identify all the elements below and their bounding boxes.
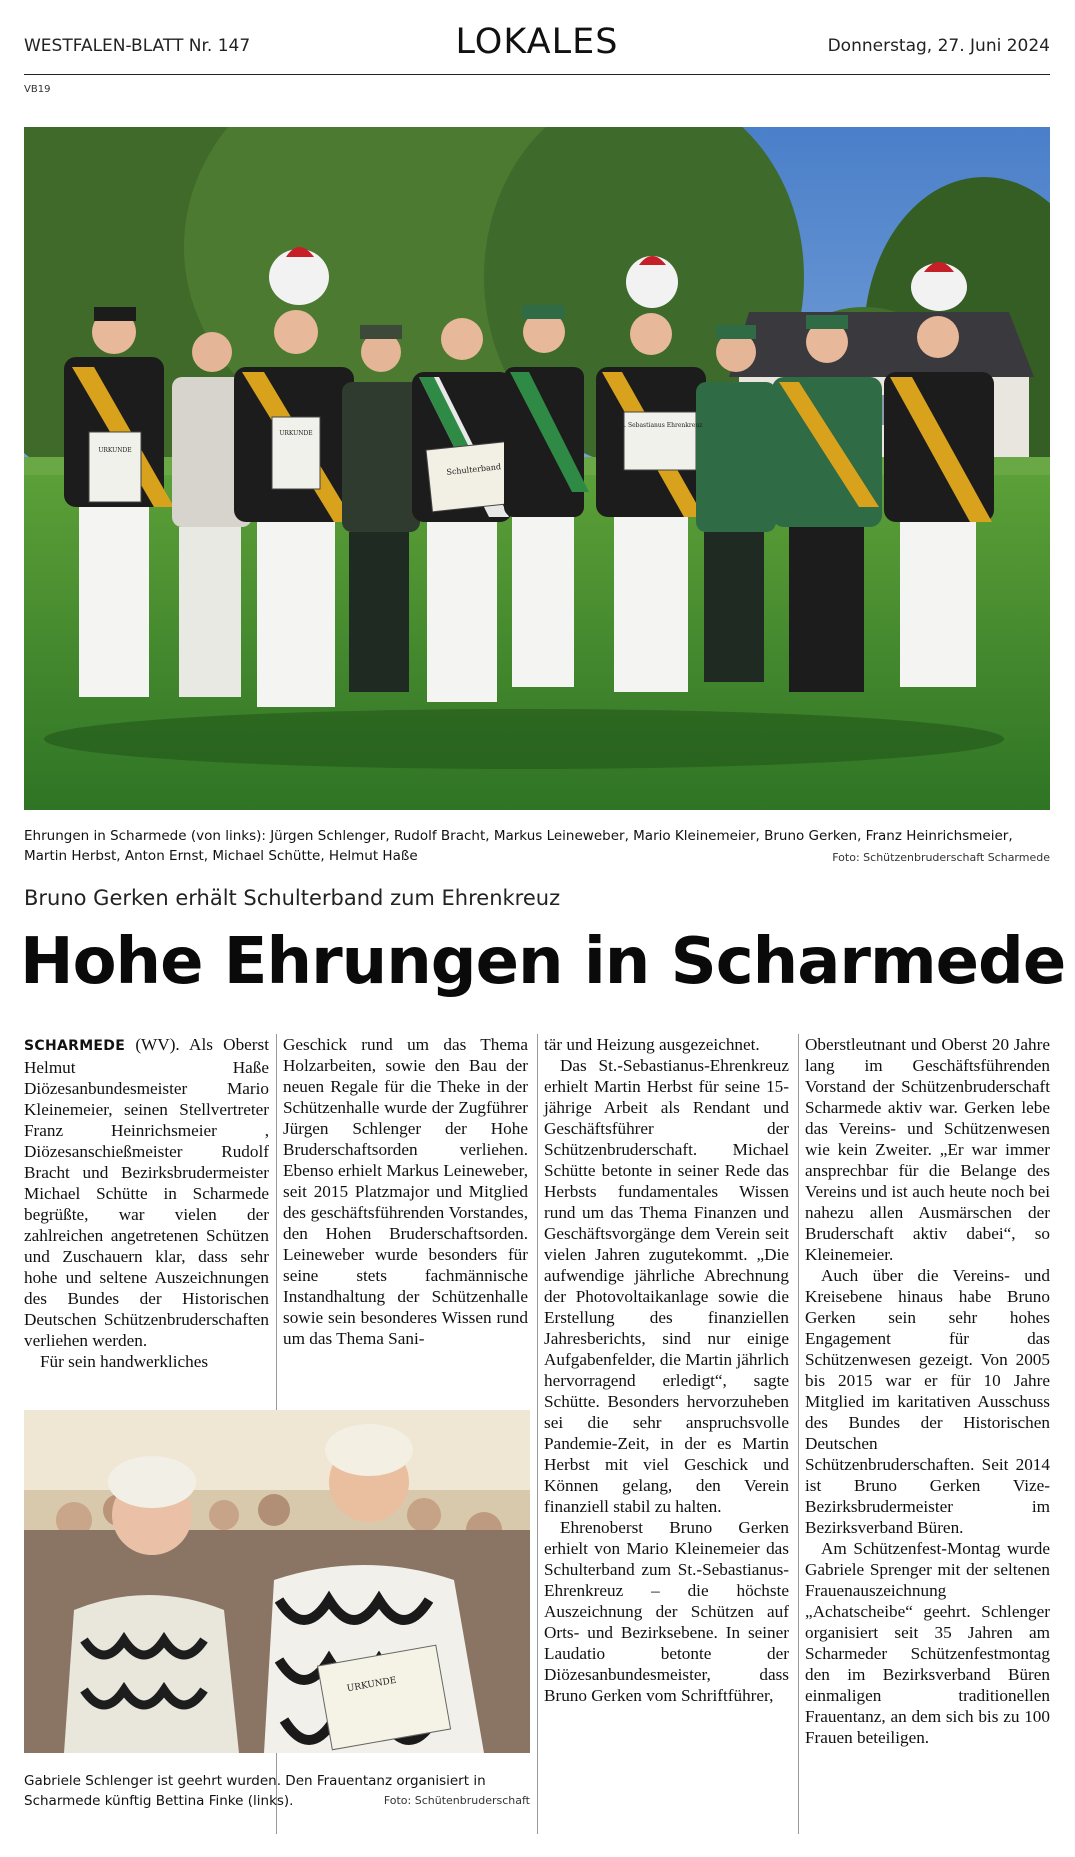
paragraph: Auch über die Vereins- und Kreisebene hinaus habe Bruno Gerken sein sehr hohes Engagement für das Schützenwesen gezeigt. Von 2005 bis 2015 war er für 10 Jahre Mitglied im karitativen Ausschuss des Bundes der Historischen Deutschen Schützenbruderschaften. Seit 2014 ist Bruno Gerken Vize-Bezirksbrudermeister im Bezirksverband Büren. xyxy=(805,1266,1050,1537)
paragraph: Oberstleutnant und Oberst 20 Jahre lang im Geschäftsführenden Vorstand der Schützenbruderschaft Scharmede aktiv war. Gerken lebe das Vereins- und Schützenwesen wie kein Zweiter. „Er war immer ansprechbar für die Belange des Vereins und ist auch heute noch bei nahezu allen Ausmärschen der Bruderschaft aktiv dabei“, so Kleinemeier. xyxy=(805,1035,1050,1264)
column-divider xyxy=(798,1034,799,1834)
article-subline: Bruno Gerken erhält Schulterband zum Ehrenkreuz xyxy=(24,886,561,910)
main-photo xyxy=(24,127,1050,810)
paragraph: Am Schützenfest-Montag wurde Gabriele Sprenger mit der seltenen Frauenauszeichnung „Achatscheibe“ geehrt. Schlenger organisiert seit 35 Jahren am Scharmeder Schützenfestmontag den im Bezirksverband Büren einmaligen traditionellen Frauentanz, an dem sich bis zu 100 Frauen beteiligen. xyxy=(805,1539,1050,1747)
paragraph: Ehrenoberst Bruno Gerken erhielt von Mario Kleinemeier das Schulterband zum St.-Sebastianus-Ehrenkreuz – die höchste Auszeichnung der Schützen auf Orts- und Bezirksebene. In seiner Laudatio betonte der Diözesanbundesmeister, dass Bruno Gerken vom Schriftführer, xyxy=(544,1518,789,1705)
paragraph: Geschick rund um das Thema Holzarbeiten, sowie den Bau der neuen Regale für die Theke in der Schützenhalle wurde der Zugführer Jürgen Schlenger der Hohe Bruderschaftsorden verliehen. Ebenso erhielt Markus Leineweber, seit 2015 Platzmajor und Mitglied des geschäftsführenden Vorstandes, den Hohen Bruderschaftsorden. Leineweber wurde besonders für seine stets fachmännische Instandhaltung der Schützenhalle sowie sein besonderes Wissen rund um das Thema Sani- xyxy=(283,1035,528,1348)
main-caption-text: Ehrungen in Scharmede (von links): Jürgen Schlenger, Rudolf Bracht, Markus Leineweber, Mario Kleinemeier, Bruno Gerken, Franz Heinrichsmeier, Martin Herbst, Anton Ernst, Michael Schütte, Helmut Haße xyxy=(24,828,1013,864)
small-certificate-label: URKUNDE xyxy=(346,1675,398,1695)
certificate-label: Schulterband xyxy=(446,462,502,477)
small-photo-credit: Foto: Schütenbruderschaft xyxy=(383,1794,530,1807)
article-headline: Hohe Ehrungen in Scharmede xyxy=(20,925,1066,999)
small-caption-text: Gabriele Schlenger ist geehrt wurden. Den Frauentanz organisiert in Scharmede künftig Bettina Finke (links). xyxy=(24,1773,486,1809)
paragraph: Für sein handwerkliches xyxy=(40,1352,209,1371)
small-photo xyxy=(24,1410,530,1753)
article-column-2 xyxy=(283,1034,528,1349)
certificate-label: St. Sebastianus Ehrenkreuz xyxy=(617,422,703,429)
section-title: LOKALES xyxy=(455,22,619,62)
small-photo-caption xyxy=(24,1771,530,1811)
publication-name: WESTFALEN-BLATT Nr. 147 xyxy=(24,36,251,56)
paragraph: tär und Heizung ausgezeichnet. xyxy=(544,1035,760,1054)
column-divider xyxy=(537,1034,538,1834)
paragraph: (WV). Als Oberst Helmut Haße Diözesanbundesmeister Mario Kleinemeier, seinen Stellvertreter Franz Heinrichsmeier , Diözesanschießmeister Rudolf Bracht und Bezirksbrudermeister Michael Schütte in Scharmede begrüßte, war vielen der zahlreichen angetretenen Schützen und Zuschauern klar, dass sehr hohe und seltene Auszeichnungen des Bundes der Historischen Deutschen Schützenbruderschaften verliehen werden. xyxy=(24,1035,269,1350)
main-photo-caption xyxy=(24,826,1050,866)
page-code: VB19 xyxy=(24,84,51,95)
article-column-3 xyxy=(544,1034,789,1706)
dateline: SCHARMEDE xyxy=(24,1038,126,1054)
page-header xyxy=(24,22,1050,75)
article-column-1 xyxy=(24,1034,269,1372)
article-column-4 xyxy=(805,1034,1050,1748)
paragraph: Das St.-Sebastianus-Ehrenkreuz erhielt Martin Herbst für seine 15-jährige Arbeit als Rendant und Geschäftsführer der Schützenbruderschaft. Michael Schütte betonte in seiner Rede das Herbsts fundamentales Wissen rund um das Thema Finanzen und Geschäftsvorgänge dem Verein seit vielen Jahren zugutekommt. „Die aufwendige jährliche Abrechnung der Photovoltaikanlage sowie die Erstellung des finanziellen Jahresberichts, sind nur einige Aufgabenfelder, die Martin jährlich hervorragend erledigt“, sagte Schütte. Besonders hervorzuheben sei die sehr anspruchsvolle Pandemie-Zeit, in der es Martin Herbst mit viel Geschick und Können gelang, den Verein finanziell stabil zu halten. xyxy=(544,1056,789,1516)
issue-date: Donnerstag, 27. Juni 2024 xyxy=(827,36,1050,56)
certificate-label: URKUNDE xyxy=(279,430,313,437)
main-photo-credit: Foto: Schützenbruderschaft Scharmede xyxy=(832,851,1050,864)
certificate-label: URKUNDE xyxy=(98,447,132,454)
